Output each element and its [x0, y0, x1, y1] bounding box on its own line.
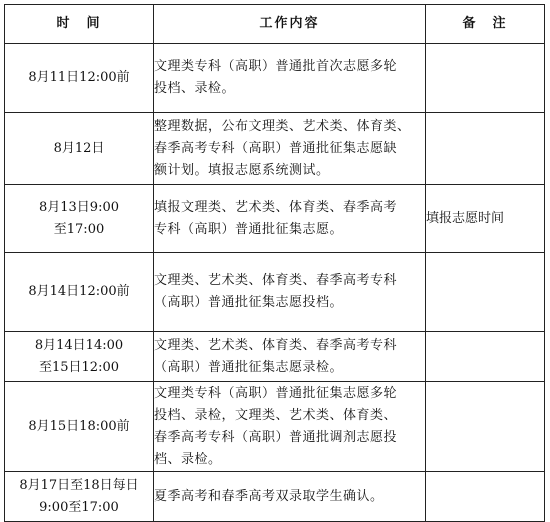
time-text: 8月11日12:00前: [28, 70, 130, 85]
table-row: [5, 332, 545, 382]
time-text: 8月14日12:00前: [28, 284, 130, 299]
column-header-note: 备 注: [426, 5, 545, 44]
note-cell: [426, 472, 545, 522]
content-text: 文理类、艺术类、体育类、春季高考专科: [154, 337, 398, 353]
content-cell: [154, 382, 426, 472]
column-header-time: 时 间: [5, 5, 154, 44]
content-text: 春季高考专科（高职）普通批调剂志愿投: [154, 429, 398, 445]
content-text: 投档、录检，文理类、艺术类、体育类、: [154, 407, 398, 423]
note-cell: [426, 44, 545, 113]
content-text: 填报文理类、艺术类、体育类、春季高考: [154, 199, 398, 215]
content-cell: [154, 253, 426, 332]
time-text: 至17:00: [53, 221, 105, 237]
content-cell: [154, 185, 426, 253]
time-text: 8月17日至18日每日: [19, 477, 139, 493]
content-text: 专科（高职）普通批征集志愿。: [154, 221, 344, 237]
content-cell: [154, 332, 426, 382]
note-cell: [426, 113, 545, 185]
content-text: 夏季高考和春季高考双录取学生确认。: [154, 488, 384, 504]
note-cell: [426, 253, 545, 332]
time-text: 8月12日: [53, 140, 105, 156]
table-row: [5, 113, 545, 185]
content-cell: [154, 113, 426, 185]
content-cell: [154, 44, 426, 113]
time-cell: [5, 253, 154, 332]
column-header-content: 工作内容: [154, 5, 426, 44]
content-text: 春季高考专科（高职）普通批征集志愿缺: [154, 140, 398, 156]
note-cell: [426, 382, 545, 472]
time-text: 至15日12:00: [38, 359, 119, 375]
time-text: 9:00至17:00: [39, 499, 119, 515]
content-text: 文理类专科（高职）普通批首次志愿多轮: [154, 59, 398, 74]
content-cell: [154, 472, 426, 522]
time-cell: [5, 185, 154, 253]
time-cell: [5, 382, 154, 472]
content-text: （高职）普通批征集志愿投档。: [154, 295, 344, 310]
content-text: 整理数据，公布文理类、艺术类、体育类、: [154, 118, 411, 134]
content-text: 文理类、艺术类、体育类、春季高考专科: [154, 273, 398, 288]
content-text: 投档、录检。: [154, 81, 236, 96]
content-text: 档、录检。: [154, 451, 222, 467]
time-cell: [5, 113, 154, 185]
time-cell: [5, 332, 154, 382]
table-row: [5, 185, 545, 253]
table-row: [5, 382, 545, 472]
content-text: （高职）普通批征集志愿录检。: [154, 359, 344, 375]
content-text: 额计划。填报志愿系统测试。: [154, 162, 330, 178]
table-row: [5, 472, 545, 522]
header-row: [5, 5, 545, 44]
content-text: 文理类专科（高职）普通批征集志愿多轮: [154, 385, 398, 401]
time-text: 8月14日14:00: [34, 337, 124, 353]
time-cell: [5, 472, 154, 522]
note-cell: [426, 332, 545, 382]
schedule-table: [4, 4, 545, 522]
note-cell: 填报志愿时间: [426, 185, 545, 253]
table-row: [5, 253, 545, 332]
time-text: 8月13日9:00: [38, 199, 119, 215]
time-text: 8月15日18:00前: [28, 418, 130, 434]
time-cell: [5, 44, 154, 113]
table-row: [5, 44, 545, 113]
